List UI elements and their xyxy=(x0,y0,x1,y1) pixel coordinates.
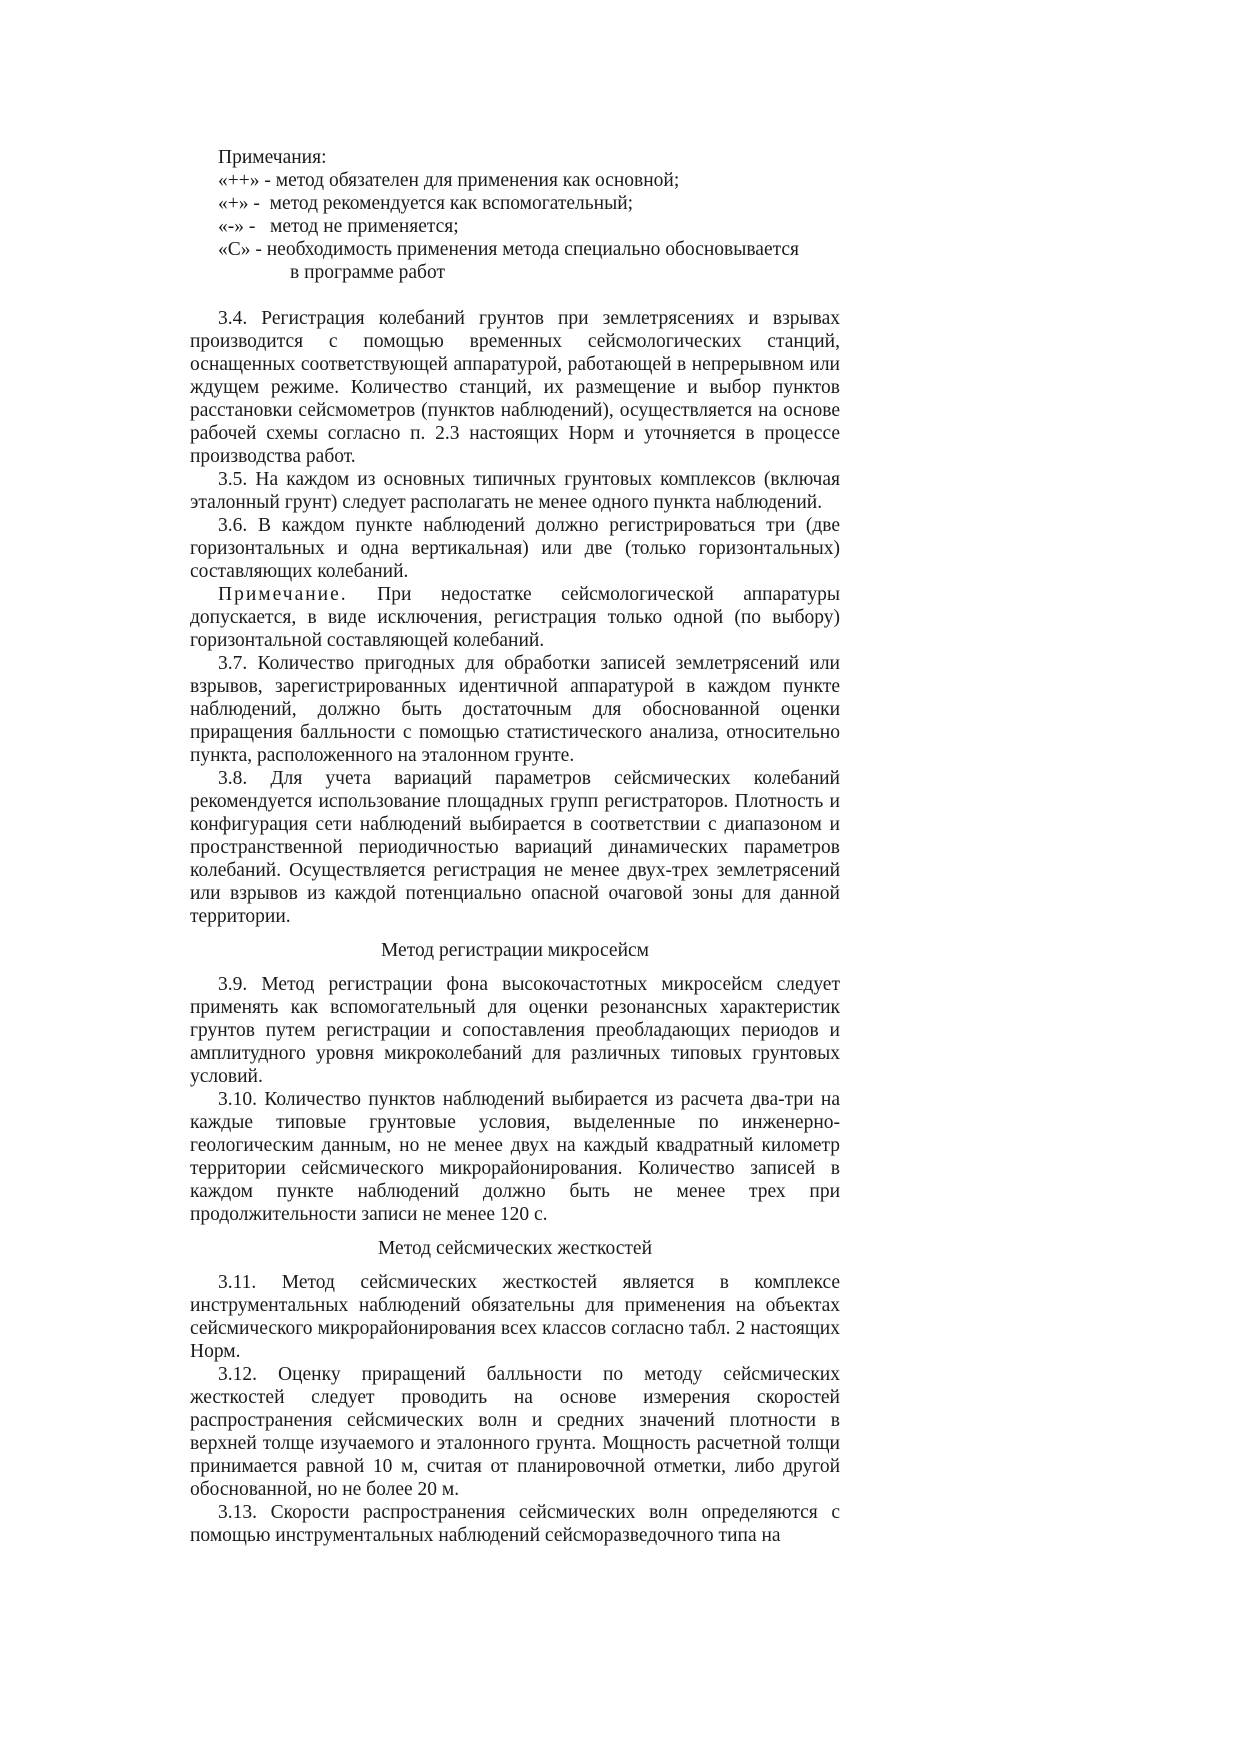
note-item: «-» - метод не применяется; xyxy=(218,216,459,237)
section-heading-microseism: Метод регистрации микросейсм xyxy=(380,940,650,961)
paragraph-3-4: 3.4. Регистрация колебаний грунтов при землетрясениях и взрывах производится с помощью временных сейсмологических станций, оснащенных соответствующей аппаратурой, работающей в непрерывном или ждущем режиме. Количество станций, их размещение и выбор пунктов расстановки сейсмометров (пунктов наблюдений), осуществляется на основе рабочей схемы согласно п. 2.3 настоящих Норм и уточняется в процессе производства работ. xyxy=(190,308,840,467)
note-item: «С» - необходимость применения метода специально обосновывается xyxy=(218,239,799,260)
spacer xyxy=(190,284,840,307)
note-text: При недостатке сейсмологической аппаратуры допускается, в виде исключения, регистрация только одной (по выбору) горизонтальной составляющей колебаний. xyxy=(190,584,840,651)
paragraph-3-13: 3.13. Скорости распространения сейсмических волн определяются с помощью инструментальных наблюдений сейсморазведочного типа на xyxy=(190,1502,840,1546)
paragraph-3-12: 3.12. Оценку приращений балльности по методу сейсмических жесткостей следует проводить на основе измерения скоростей распространения сейсмических волн и средних значений плотности в верхней толще изучаемого и эталонного грунта. Мощность расчетной толщи принимается равной 10 м, считая от планировочной отметки, либо другой обоснованной, но не более 20 м. xyxy=(190,1364,840,1500)
note-item: «++» - метод обязателен для применения как основной; xyxy=(218,170,680,191)
document-body xyxy=(190,146,840,1547)
section-heading-stiffness: Метод сейсмических жесткостей xyxy=(377,1238,653,1259)
note-item: «+» - метод рекомендуется как вспомогательный; xyxy=(218,193,634,214)
notes-block xyxy=(218,146,840,284)
paragraph-3-9: 3.9. Метод регистрации фона высокочастотных микросейсм следует применять как вспомогательный для оценки резонансных характеристик грунтов путем регистрации и сопоставления преобладающих периодов и амплитудного уровня микроколебаний для различных типовых грунтовых условий. xyxy=(190,974,840,1087)
paragraph-note xyxy=(190,583,840,652)
note-label: Примечание. xyxy=(218,584,348,605)
paragraph-3-6: 3.6. В каждом пункте наблюдений должно регистрироваться три (две горизонтальных и одна вертикальная) или две (только горизонтальных) составляющих колебаний. xyxy=(190,515,840,582)
paragraph-3-7: 3.7. Количество пригодных для обработки записей землетрясений или взрывов, зарегистрированных идентичной аппаратурой в каждом пункте наблюдений, должно быть достаточным для обоснованной оценки приращения балльности с помощью статистического анализа, относительно пункта, расположенного на эталонном грунте. xyxy=(190,653,840,766)
paragraph-3-5: 3.5. На каждом из основных типичных грунтовых комплексов (включая эталонный грунт) следует располагать не менее одного пункта наблюдений. xyxy=(190,469,840,513)
notes-title: Примечания: xyxy=(218,147,327,168)
note-item-continuation: в программе работ xyxy=(290,262,445,283)
paragraph-3-8: 3.8. Для учета вариаций параметров сейсмических колебаний рекомендуется использование площадных групп регистраторов. Плотность и конфигурация сети наблюдений выбирается в соответствии с диапазоном и пространственной периодичностью вариаций динамических параметров колебаний. Осуществляется регистрация не менее двух-трех землетрясений или взрывов из каждой потенциально опасной очаговой зоны для данной территории. xyxy=(190,768,840,927)
paragraph-3-10: 3.10. Количество пунктов наблюдений выбирается из расчета два-три на каждые типовые грунтовые условия, выделенные по инженерно-геологическим данным, но не менее двух на каждый квадратный километр территории сейсмического микрорайонирования. Количество записей в каждом пункте наблюдений должно быть не менее трех при продолжительности записи не менее 120 с. xyxy=(190,1089,840,1225)
paragraph-3-11: 3.11. Метод сейсмических жесткостей является в комплексе инструментальных наблюдений обязательны для применения на объектах сейсмического микрорайонирования всех классов согласно табл. 2 настоящих Норм. xyxy=(190,1272,840,1362)
